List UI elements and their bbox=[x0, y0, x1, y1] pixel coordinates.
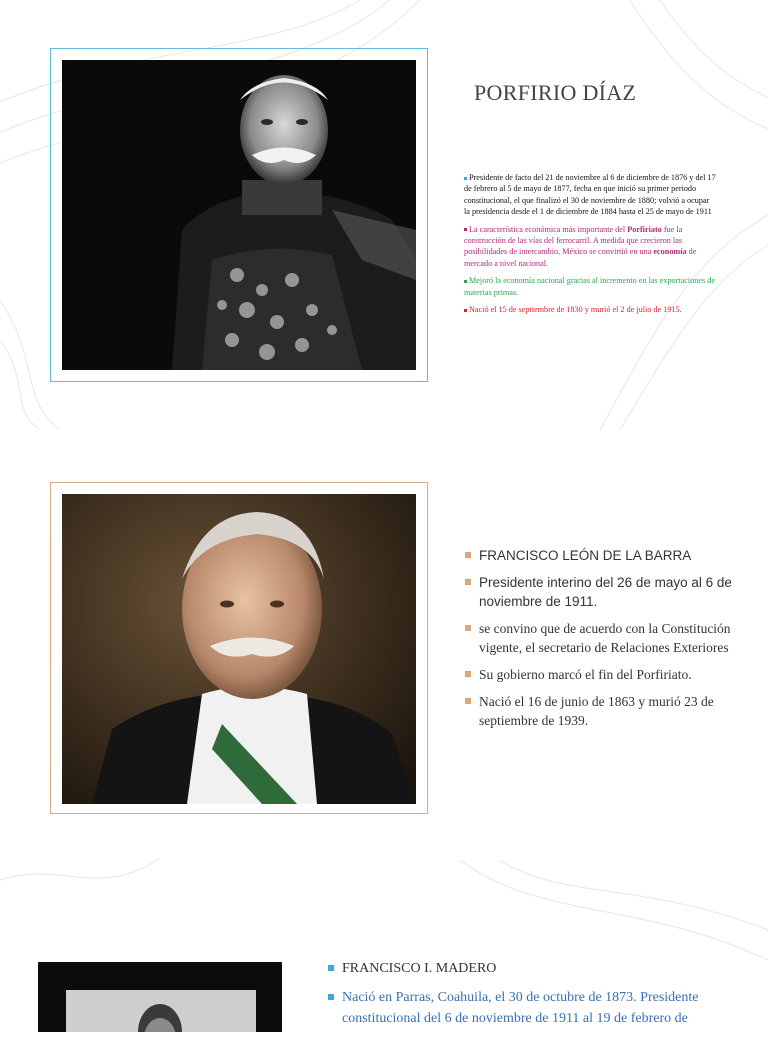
bullet-icon bbox=[464, 177, 467, 180]
list-item: Presidente interino del 26 de mayo al 6 de noviembre de 1911. bbox=[464, 573, 744, 611]
bullet-list bbox=[464, 172, 716, 321]
bullet-list bbox=[328, 958, 748, 1037]
slide-leon-de-la-barra bbox=[0, 434, 768, 854]
slide-title: PORFIRIO DÍAZ bbox=[474, 80, 637, 105]
list-item: Mejoró la economía nacional gracias al incremento en las exportaciones de materias primas. bbox=[464, 276, 715, 297]
bullet-icon bbox=[328, 965, 334, 971]
portrait-francisco-madero bbox=[38, 962, 282, 1032]
bullet-icon bbox=[464, 228, 467, 231]
list-item: Su gobierno marcó el fin del Porfiriato. bbox=[464, 665, 744, 684]
portrait-porfirio-diaz bbox=[62, 60, 416, 370]
list-item: Presidente de facto del 21 de noviembre al 6 de diciembre de 1876 y del 17 de febrero al 5 de mayo de 1877, fecha en que inició su primer periodo constitucional, el que finalizó el 30 de noviembre de 1880; volvió a ocupar la presidencia desde el 1 de diciembre de 1884 hasta el 25 de mayo de 1911 bbox=[464, 173, 716, 217]
bullet-icon bbox=[464, 280, 467, 283]
bullet-icon bbox=[465, 698, 471, 704]
list-item: La característica económica más importante del Porfiriato fue la construcción de las vías del ferrocarril. A medida que crecieron las posibilidades de intercambio, México se convirtió en una economía de mercado a nivel nacional. bbox=[464, 224, 697, 268]
list-item: FRANCISCO I. MADERO bbox=[328, 958, 748, 979]
list-item: Nació en Parras, Coahuila, el 30 de octubre de 1873. Presidente constitucional del 6 de noviembre de 1911 al 19 de febrero de bbox=[328, 987, 748, 1029]
portrait-francisco-leon-de-la-barra bbox=[62, 494, 416, 804]
bullet-icon bbox=[465, 671, 471, 677]
bullet-icon bbox=[465, 579, 471, 585]
bullet-icon bbox=[465, 625, 471, 631]
bullet-list bbox=[464, 546, 744, 738]
list-item: FRANCISCO LEÓN DE LA BARRA bbox=[464, 546, 744, 565]
bullet-icon bbox=[464, 309, 467, 312]
list-item: Nació el 16 de junio de 1863 y murió 23 de septiembre de 1939. bbox=[464, 692, 744, 730]
slide-francisco-madero bbox=[0, 858, 768, 1024]
list-item: Nació el 15 de septiembre de 1830 y murió el 2 de julio de 1915. bbox=[464, 304, 716, 315]
bullet-icon bbox=[328, 994, 334, 1000]
list-item: se convino que de acuerdo con la Constitución vigente, el secretario de Relaciones Exteriores bbox=[464, 619, 744, 657]
bullet-icon bbox=[465, 552, 471, 558]
slide-porfirio-diaz bbox=[0, 0, 768, 430]
